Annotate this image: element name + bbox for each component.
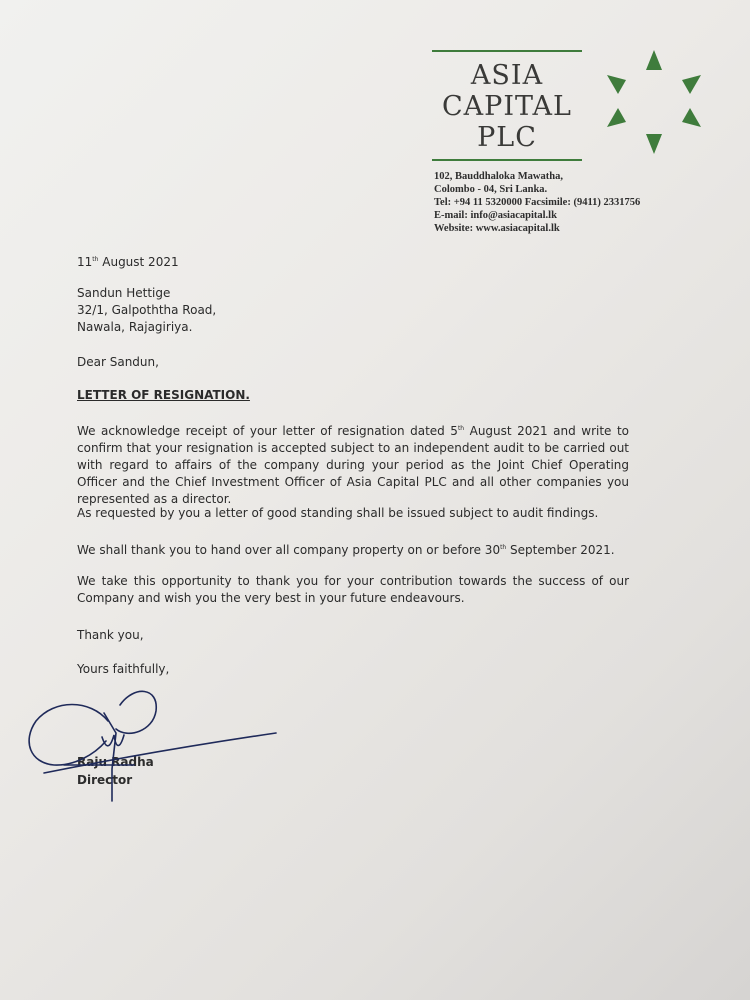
date-suffix: th: [92, 256, 99, 263]
letter-date: [77, 251, 179, 271]
closing-valediction: Yours faithfully,: [77, 662, 170, 676]
address-line-street: 102, Bauddhaloka Mawatha,: [434, 171, 563, 182]
letterhead-rule-bottom: [432, 159, 582, 161]
company-logo-icon: [604, 46, 704, 156]
signature-left-loop: [29, 705, 108, 766]
paragraph-3-end: September 2021.: [506, 543, 615, 557]
logo-arrow-lower-right: [682, 108, 701, 127]
paragraph-1-start: We acknowledge receipt of your letter of resignation dated 5: [77, 424, 458, 438]
signature-scribble: [102, 735, 124, 746]
address-line-city: Colombo - 04, Sri Lanka.: [434, 184, 548, 195]
paragraph-1-end: August 2021 and write to confirm that your resignation is accepted subject to an independent audit to be carried out with regard to affairs of the company during your period as the Joint Chief Operating Officer and the Chief Investment Officer of Asia Capital PLC and all other companies you represented as a director.: [77, 424, 629, 506]
address-line-email: E-mail: info@asiacapital.lk: [434, 210, 557, 221]
signature-long-line: [44, 733, 276, 773]
recipient-address-line-1: 32/1, Galpoththa Road,: [77, 303, 217, 317]
closing-thanks: Thank you,: [77, 628, 144, 642]
paragraph-property-handover: [77, 539, 629, 559]
letterhead-rule-top: [432, 50, 582, 52]
letter-subject: LETTER OF RESIGNATION.: [77, 388, 250, 402]
logo-arrow-upper-left: [607, 75, 626, 94]
company-name-line-3: PLC: [477, 122, 537, 153]
salutation: Dear Sandun,: [77, 355, 159, 369]
recipient-block: [77, 285, 216, 336]
company-name-line-1: ASIA: [470, 60, 544, 91]
signature-right-loop: [116, 691, 156, 733]
address-line-phone: Tel: +94 11 5320000 Facsimile: (9411) 2331756: [434, 197, 641, 208]
logo-arrow-bottom: [646, 134, 662, 154]
signer-name: Raju Radha: [77, 755, 154, 769]
paragraph-good-standing: As requested by you a letter of good standing shall be issued subject to audit findings.: [77, 506, 599, 520]
paragraph-3-sup: th: [500, 544, 507, 551]
date-day: 11: [77, 255, 93, 269]
paragraph-thanks: We take this opportunity to thank you for your contribution towards the success of our Company and wish you the very best in your future endeavours.: [77, 574, 629, 605]
paragraph-1-sup: th: [457, 425, 465, 432]
signature-vertical-stroke: [104, 713, 116, 801]
paragraph-3-start: We shall thank you to hand over all company property on or before 30: [77, 543, 501, 557]
date-rest: August 2021: [98, 255, 179, 269]
logo-arrow-lower-left: [607, 108, 626, 127]
letterhead-company-name: [432, 50, 582, 161]
logo-arrow-top: [646, 50, 662, 70]
recipient-name: Sandun Hettige: [77, 286, 171, 300]
paragraph-acknowledgement: [77, 420, 629, 508]
company-name-line-2: CAPITAL: [442, 91, 572, 122]
address-line-website: Website: www.asiacapital.lk: [434, 223, 560, 234]
logo-arrow-upper-right: [682, 75, 701, 94]
signer-title: Director: [77, 773, 133, 787]
recipient-address-line-2: Nawala, Rajagiriya.: [77, 320, 193, 334]
letterhead-address: [434, 170, 640, 235]
handwritten-signature: [24, 665, 289, 815]
